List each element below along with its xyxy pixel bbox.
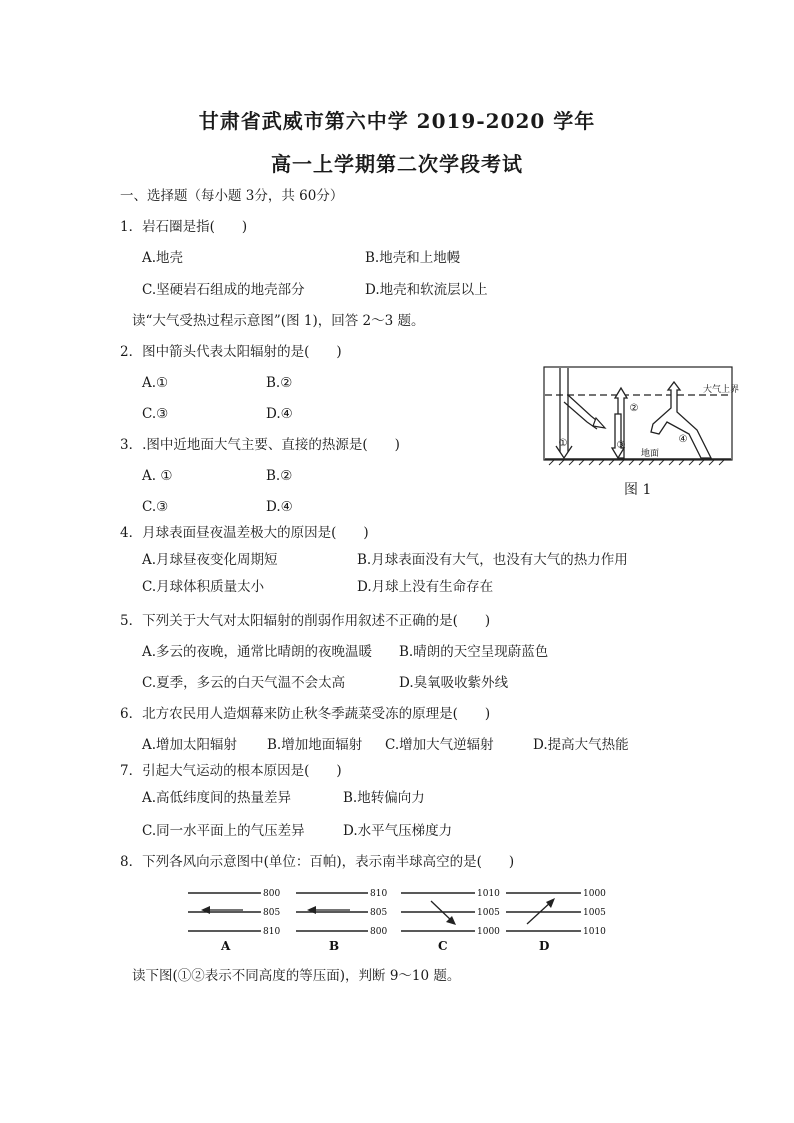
question-5-option-a: A.多云的夜晚，通常比晴朗的夜晚温暖 <box>142 644 373 660</box>
question-6-option-a: A.增加太阳辐射 <box>142 737 238 753</box>
question-6-stem: 6．北方农民用人造烟幕来防止秋冬季蔬菜受冻的原理是( ) <box>120 706 491 722</box>
question-8-stem: 8．下列各风向示意图中(单位：百帕)，表示南半球高空的是( ) <box>120 854 515 870</box>
question-7-stem: 7．引起大气运动的根本原因是( ) <box>120 763 342 779</box>
question-1-option-b: B.地壳和上地幔 <box>365 250 461 266</box>
intro-questions-2-3: 读“大气受热过程示意图”(图 1)，回答 2～3 题。 <box>132 313 425 329</box>
question-3-option-b: B.② <box>266 468 293 484</box>
question-7-option-d: D.水平气压梯度力 <box>343 823 453 839</box>
diagram-letter-d: D <box>539 939 550 953</box>
question-4-option-c: C.月球体积质量太小 <box>142 579 265 595</box>
wind-direction-diagrams <box>183 884 623 954</box>
question-2-option-a: A.① <box>142 375 169 391</box>
question-4-option-a: A.月球昼夜变化周期短 <box>142 552 278 568</box>
question-2-option-d: D.④ <box>266 406 293 422</box>
figure-1-caption: 图 1 <box>624 482 652 498</box>
isobar-label-d-2: 1005 <box>583 908 606 918</box>
question-6-option-d: D.提高大气热能 <box>533 737 629 753</box>
diagram-letter-a: A <box>221 939 231 953</box>
isobar-label-c-3: 1000 <box>477 927 500 937</box>
question-5-option-d: D.臭氧吸收紫外线 <box>399 675 509 691</box>
isobar-label-b-3: 800 <box>370 927 388 937</box>
isobar-label-c-2: 1005 <box>477 908 500 918</box>
marker-1: ① <box>558 438 568 449</box>
isobar-label-a-2: 805 <box>263 908 281 918</box>
question-3-option-c: C.③ <box>142 499 169 515</box>
question-1-option-d: D.地壳和软流层以上 <box>365 282 488 298</box>
diagram-letter-b: B <box>329 939 340 953</box>
section-heading: 一、选择题（每小题 3分，共 60分） <box>120 188 344 204</box>
question-5-option-c: C.夏季，多云的白天气温不会太高 <box>142 675 346 691</box>
question-2-option-c: C.③ <box>142 406 169 422</box>
isobar-label-b-1: 810 <box>370 889 388 899</box>
question-5-stem: 5．下列关于大气对太阳辐射的削弱作用叙述不正确的是( ) <box>120 613 491 629</box>
diagram-letter-c: C <box>438 939 448 953</box>
question-3-option-a: A. ① <box>142 468 173 484</box>
marker-3: ③ <box>616 440 626 451</box>
question-2-stem: 2．图中箭头代表太阳辐射的是( ) <box>120 344 342 360</box>
question-4-option-b: B.月球表面没有大气，也没有大气的热力作用 <box>357 552 628 568</box>
question-3-option-d: D.④ <box>266 499 293 515</box>
isobar-label-d-1: 1000 <box>583 889 606 899</box>
question-4-option-d: D.月球上没有生命存在 <box>357 579 494 595</box>
marker-2: ② <box>629 403 639 414</box>
question-1-option-c: C.坚硬岩石组成的地壳部分 <box>142 282 305 298</box>
exam-title-line2: 高一上学期第二次学段考试 <box>271 152 523 176</box>
atmosphere-heating-diagram <box>543 366 740 466</box>
isobar-label-a-1: 800 <box>263 889 281 899</box>
isobar-label-c-1: 1010 <box>477 889 500 899</box>
atmospheric-radiation-arrow <box>651 382 711 458</box>
question-7-option-a: A.高低纬度间的热量差异 <box>142 790 292 806</box>
intro-questions-9-10: 读下图(①②表示不同高度的等压面)，判断 9～10 题。 <box>132 968 461 984</box>
atmosphere-top-label: 大气上界 <box>703 385 740 395</box>
marker-4: ④ <box>678 434 688 445</box>
question-6-option-c: C.增加大气逆辐射 <box>385 737 494 753</box>
isobar-label-a-3: 810 <box>263 927 281 937</box>
question-3-stem: 3．.图中近地面大气主要、直接的热源是( ) <box>120 437 400 453</box>
question-1-stem: 1．岩石圈是指( ) <box>120 219 248 235</box>
ground-label: 地面 <box>641 449 660 459</box>
question-6-option-b: B.增加地面辐射 <box>267 737 363 753</box>
exam-title-line1: 甘肃省武威市第六中学 2019-2020 学年 <box>198 109 596 133</box>
question-2-option-b: B.② <box>266 375 293 391</box>
question-7-option-c: C.同一水平面上的气压差异 <box>142 823 305 839</box>
question-5-option-b: B.晴朗的天空呈现蔚蓝色 <box>399 644 549 660</box>
arrow-head-d <box>546 898 555 908</box>
isobar-label-d-3: 1010 <box>583 927 606 937</box>
question-4-stem: 4．月球表面昼夜温差极大的原因是( ) <box>120 525 369 541</box>
question-7-option-b: B.地转偏向力 <box>343 790 425 806</box>
isobar-label-b-2: 805 <box>370 908 388 918</box>
question-1-option-a: A.地壳 <box>142 250 184 266</box>
